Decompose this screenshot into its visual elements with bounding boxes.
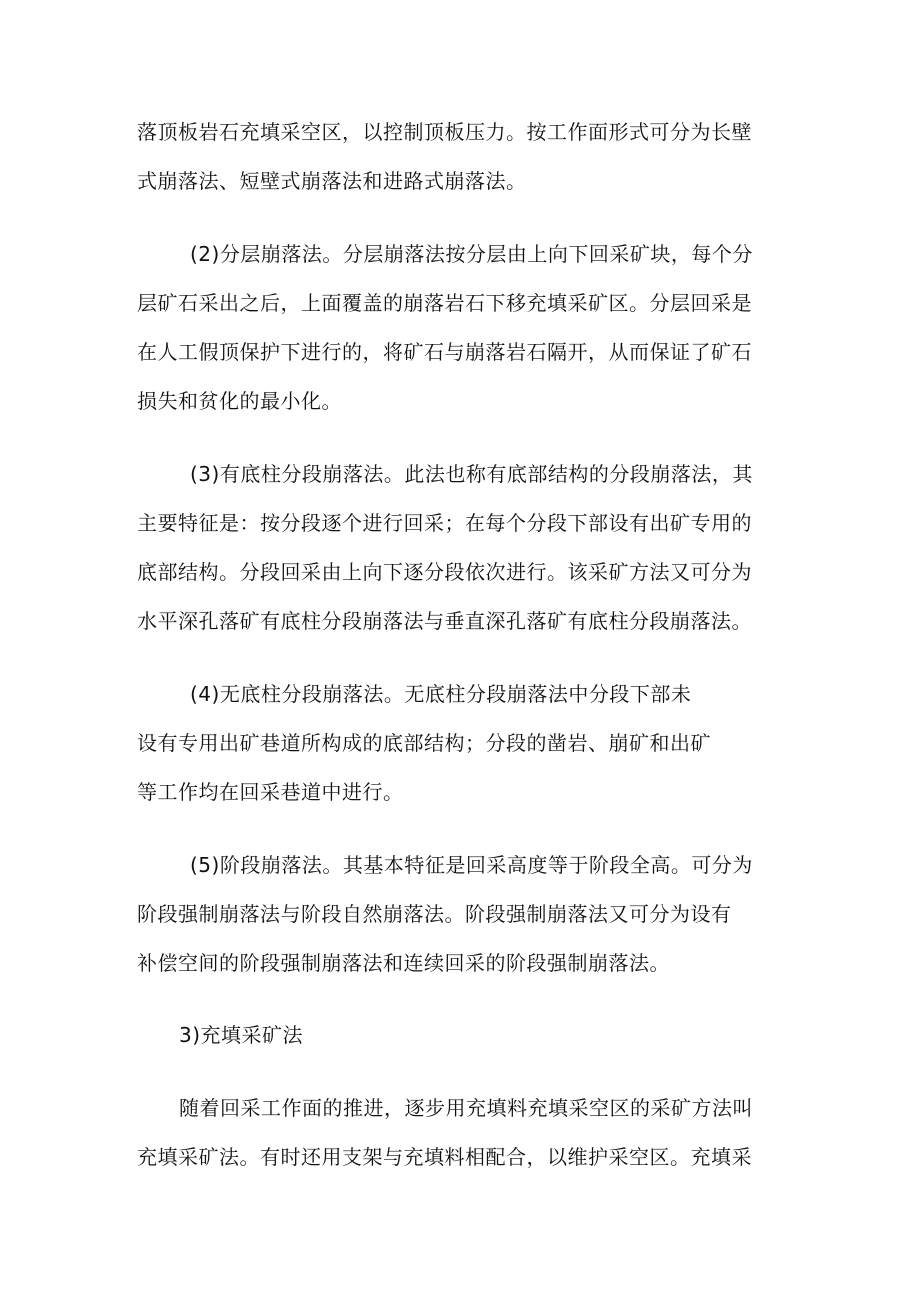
paragraph-line: 随着回采工作面的推进，逐步用充填料充填采空区的采矿方法叫 — [179, 1096, 753, 1120]
paragraph-line: 等工作均在回采巷道中进行。 — [137, 780, 404, 804]
section-heading: 3)充填采矿法 — [179, 1023, 304, 1047]
paragraph-line: 阶段强制崩落法与阶段自然崩落法。阶段强制崩落法又可分为设有 — [137, 902, 732, 926]
paragraph-line: 水平深孔落矿有底柱分段崩落法与垂直深孔落矿有底柱分段崩落法。 — [137, 609, 752, 633]
paragraph-line: (4)无底柱分段崩落法。无底柱分段崩落法中分段下部未 — [190, 682, 692, 706]
paragraph-line: (5)阶段崩落法。其基本特征是回采高度等于阶段全高。可分为 — [190, 853, 753, 877]
paragraph-line: 式崩落法、短壁式崩落法和进路式崩落法。 — [137, 169, 527, 193]
paragraph-line: (2)分层崩落法。分层崩落法按分层由上向下回采矿块，每个分 — [190, 242, 753, 266]
paragraph-line: 在人工假顶保护下进行的，将矿石与崩落岩石隔开，从而保证了矿石 — [137, 340, 752, 364]
paragraph-line: 落顶板岩石充填采空区，以控制顶板压力。按工作面形式可分为长壁 — [137, 120, 752, 144]
paragraph-line: 主要特征是：按分段逐个进行回采；在每个分段下部设有出矿专用的 — [137, 511, 752, 535]
paragraph-line: (3)有底柱分段崩落法。此法也称有底部结构的分段崩落法，其 — [190, 462, 753, 486]
paragraph-line: 设有专用出矿巷道所构成的底部结构；分段的凿岩、崩矿和出矿 — [137, 731, 711, 755]
paragraph-line: 层矿石采出之后，上面覆盖的崩落岩石下移充填采矿区。分层回采是 — [137, 291, 752, 315]
paragraph-line: 充填采矿法。有时还用支架与充填料相配合，以维护采空区。充填采 — [137, 1145, 752, 1169]
paragraph-line: 补偿空间的阶段强制崩落法和连续回采的阶段强制崩落法。 — [137, 951, 670, 975]
paragraph-line: 底部结构。分段回采由上向下逐分段依次进行。该采矿方法又可分为 — [137, 560, 752, 584]
paragraph-line: 损失和贫化的最小化。 — [137, 389, 342, 413]
